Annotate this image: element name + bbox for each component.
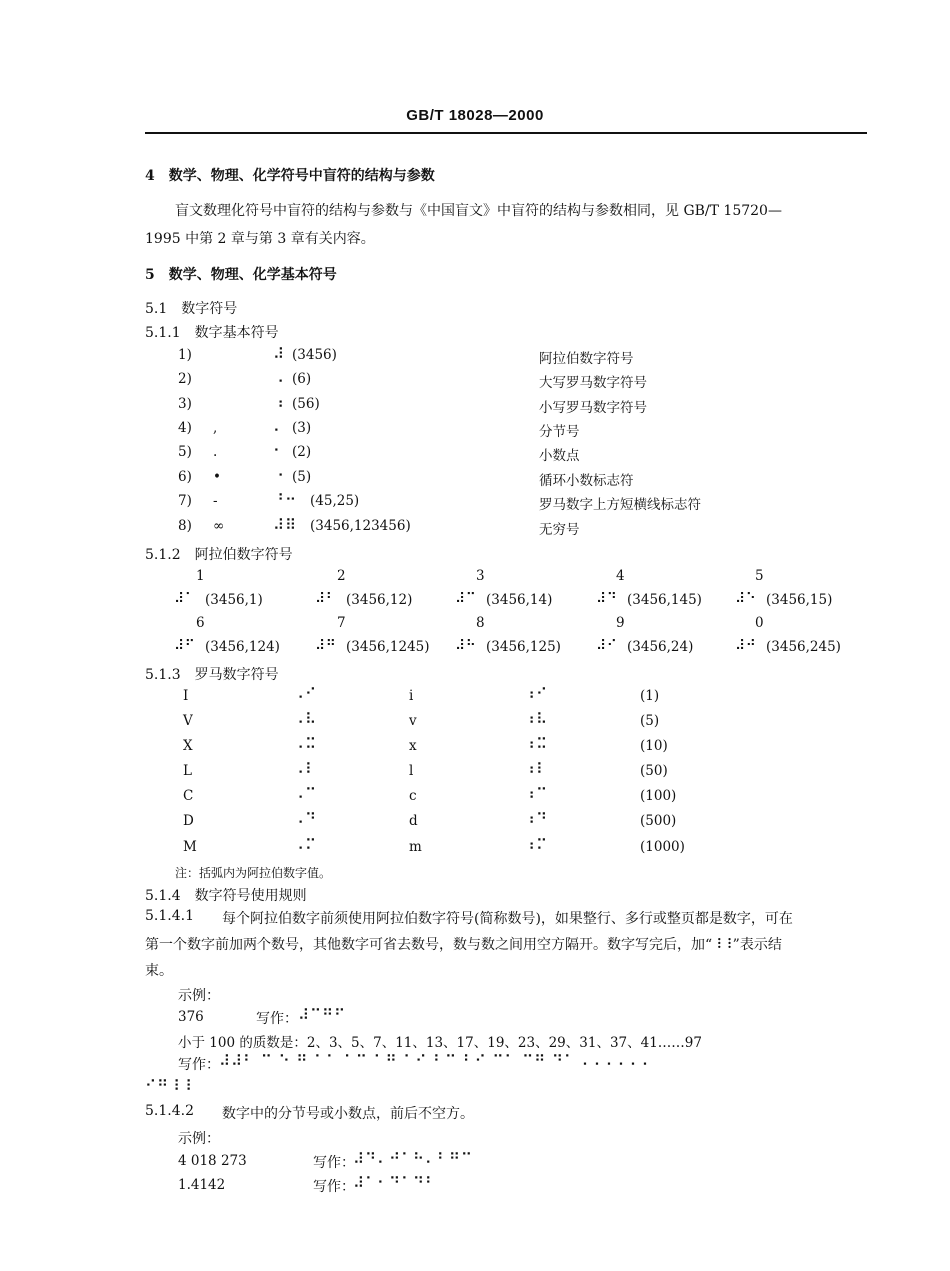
dots-notation: (3456,123456) [310, 518, 411, 534]
row-number: 5) [178, 444, 192, 460]
header-rule [145, 132, 867, 134]
symbol-description: 分节号 [539, 424, 580, 440]
row-number: 8) [178, 518, 192, 534]
braille-cell: ⠰⠙ [524, 810, 548, 828]
example-braille: ⠼⠙⠄⠚⠁⠓⠄⠃⠛⠉ [353, 1150, 473, 1168]
dots-notation: (3456,124) [205, 639, 280, 655]
example-braille: ⠼⠉⠛⠋ [298, 1006, 346, 1024]
braille-cell: ⠠⠭ [293, 735, 317, 753]
digit-label: 3 [476, 568, 485, 584]
braille-cell: ⠼⠓ [455, 638, 477, 654]
dots-notation: (45,25) [310, 493, 360, 509]
example-value: 1.4142 [178, 1177, 226, 1193]
roman-upper: M [183, 839, 197, 855]
symbol-description: 循环小数标志符 [539, 473, 634, 489]
braille-cell: ⠠⠙ [293, 810, 317, 828]
section-5-1-title: 5.1 数字符号 [145, 301, 238, 317]
write-label: 写作： [178, 1057, 220, 1073]
braille-cell: ⠰⠊ [524, 685, 548, 703]
example-value: 4 018 273 [178, 1153, 247, 1169]
dots-notation: (3456,1) [205, 592, 263, 608]
braille-cell: ⠠⠉ [293, 785, 317, 803]
symbol-description: 罗马数字上方短横线标志符 [539, 497, 701, 513]
braille-cell: ⠐ [273, 467, 285, 485]
braille-cell: ⠘⠒ [273, 491, 297, 509]
braille-cell: ⠠⠊ [293, 685, 317, 703]
example-braille-line2: ⠊⠛⠸⠸ [145, 1077, 193, 1095]
braille-cell: ⠼⠉ [455, 591, 477, 607]
roman-note: 注：括弧内为阿拉伯数字值。 [175, 866, 332, 880]
digit-label: 5 [755, 568, 764, 584]
braille-cell: ⠼⠊ [596, 638, 618, 654]
section-5-1-4-2-label: 5.1.4.2 [145, 1103, 194, 1119]
example-braille: ⠼⠁⠂⠙⠁⠙⠃ [353, 1174, 437, 1192]
section-4-para-line2: 1995 中第 2 章与第 3 章有关内容。 [145, 231, 375, 247]
braille-cell: ⠼⠁ [174, 591, 196, 607]
dots-notation: (3456,14) [486, 592, 553, 608]
dots-notation: (5) [292, 469, 312, 485]
roman-upper: D [183, 813, 194, 829]
braille-cell: ⠰⠉ [524, 785, 548, 803]
braille-cell: ⠼⠃ [315, 591, 337, 607]
write-label: 写作： [256, 1011, 298, 1027]
braille-cell: ⠰⠍ [524, 836, 548, 854]
row-number: 7) [178, 493, 192, 509]
arabic-value: (10) [640, 738, 668, 754]
section-5-1-4-1-line3: 束。 [145, 963, 173, 979]
roman-upper: I [183, 688, 189, 704]
roman-lower: d [409, 813, 418, 829]
arabic-value: (50) [640, 763, 668, 779]
dots-notation: (3456,15) [766, 592, 833, 608]
dots-notation: (3456,245) [766, 639, 841, 655]
section-5-1-4-2-text: 数字中的分节号或小数点，前后不空方。 [222, 1106, 474, 1122]
row-number: 4) [178, 420, 192, 436]
row-symbol: . [213, 444, 218, 460]
section-5-1-4-title: 5.1.4 数字符号使用规则 [145, 888, 307, 904]
roman-upper: X [183, 738, 193, 754]
roman-lower: x [409, 738, 417, 754]
braille-cell: ⠼⠿ [273, 516, 297, 534]
braille-cell: ⠠⠍ [293, 836, 317, 854]
dots-notation: (3456,24) [627, 639, 694, 655]
section-5-title: 5 数学、物理、化学基本符号 [145, 267, 337, 283]
braille-cell: ⠼ [273, 345, 285, 363]
dots-notation: (3456,125) [486, 639, 561, 655]
row-number: 2) [178, 371, 192, 387]
digit-label: 9 [616, 615, 625, 631]
example-value: 376 [178, 1009, 204, 1025]
braille-cell: ⠰⠧ [524, 710, 548, 728]
symbol-description: 大写罗马数字符号 [539, 375, 647, 391]
braille-cell: ⠼⠙ [596, 591, 618, 607]
digit-label: 0 [755, 615, 764, 631]
braille-cell: ⠼⠑ [735, 591, 757, 607]
arabic-value: (1000) [640, 839, 685, 855]
row-symbol: , [213, 420, 218, 436]
section-5-1-4-1-line2: 第一个数字前加两个数号，其他数字可省去数号，数与数之间用空方隔开。数字写完后，加“⠸⠸”表示结 [145, 937, 782, 953]
digit-label: 2 [337, 568, 346, 584]
arabic-value: (5) [640, 713, 660, 729]
symbol-description: 阿拉伯数字符号 [539, 351, 634, 367]
prime-example-text: 小于 100 的质数是：2、3、5、7、11、13、17、19、23、29、31、37、41……97 [178, 1035, 702, 1051]
braille-cell: ⠰ [273, 394, 285, 412]
roman-lower: m [409, 839, 422, 855]
dots-notation: (3) [292, 420, 312, 436]
page-header: GB/T 18028—2000 [406, 107, 544, 124]
row-symbol: • [213, 469, 221, 485]
row-number: 1) [178, 347, 192, 363]
write-label: 写作： [313, 1179, 355, 1195]
braille-cell: ⠠⠇ [293, 760, 317, 778]
braille-cell: ⠠⠧ [293, 710, 317, 728]
section-5-1-2-title: 5.1.2 阿拉伯数字符号 [145, 547, 293, 563]
digit-label: 8 [476, 615, 485, 631]
roman-lower: c [409, 788, 417, 804]
digit-label: 6 [196, 615, 205, 631]
row-symbol: ∞ [213, 518, 225, 534]
row-number: 6) [178, 469, 192, 485]
dots-notation: (2) [292, 444, 312, 460]
braille-cell: ⠼⠛ [315, 638, 337, 654]
roman-upper: C [183, 788, 194, 804]
section-4-para-line1: 盲文数理化符号中盲符的结构与参数与《中国盲文》中盲符的结构与参数相同，见 GB/T 15720— [175, 203, 782, 219]
braille-cell: ⠰⠭ [524, 735, 548, 753]
section-5-1-4-1-line1: 每个阿拉伯数字前须使用阿拉伯数字符号(简称数号)，如果整行、多行或整页都是数字，可在 [222, 911, 793, 927]
braille-cell: ⠄ [273, 418, 285, 436]
braille-cell: ⠰⠇ [524, 760, 548, 778]
example-braille-line1: ⠼⠼⠃ ⠉ ⠑ ⠛ ⠁⠁ ⠁⠉ ⠁⠛ ⠁⠊ ⠃⠉ ⠃⠊ ⠉⠁ ⠉⠛ ⠙⠁ ⠄⠄⠄⠄⠄⠄ [219, 1052, 654, 1070]
roman-upper: L [183, 763, 192, 779]
example-label: 示例： [178, 988, 220, 1004]
row-number: 3) [178, 396, 192, 412]
dots-notation: (56) [292, 396, 320, 412]
section-5-1-4-1-label: 5.1.4.1 [145, 908, 194, 924]
arabic-value: (1) [640, 688, 660, 704]
digit-label: 4 [616, 568, 625, 584]
symbol-description: 小写罗马数字符号 [539, 400, 647, 416]
roman-lower: i [409, 688, 414, 704]
section-4-title: 4 数学、物理、化学符号中盲符的结构与参数 [145, 168, 435, 184]
section-5-1-3-title: 5.1.3 罗马数字符号 [145, 667, 279, 683]
example-label: 示例： [178, 1131, 220, 1147]
roman-lower: v [409, 713, 417, 729]
symbol-description: 无穷号 [539, 522, 580, 538]
digit-label: 1 [196, 568, 205, 584]
section-5-1-1-title: 5.1.1 数字基本符号 [145, 325, 279, 341]
row-symbol: - [213, 493, 218, 509]
roman-lower: l [409, 763, 414, 779]
arabic-value: (100) [640, 788, 677, 804]
dots-notation: (3456,145) [627, 592, 702, 608]
braille-cell: ⠼⠋ [174, 638, 196, 654]
write-label: 写作： [313, 1155, 355, 1171]
arabic-value: (500) [640, 813, 677, 829]
dots-notation: (6) [292, 371, 312, 387]
braille-cell: ⠂ [273, 442, 285, 460]
braille-cell: ⠼⠚ [735, 638, 757, 654]
dots-notation: (3456) [292, 347, 337, 363]
digit-label: 7 [337, 615, 346, 631]
roman-upper: V [183, 713, 193, 729]
dots-notation: (3456,12) [346, 592, 413, 608]
dots-notation: (3456,1245) [346, 639, 430, 655]
symbol-description: 小数点 [539, 448, 580, 464]
braille-cell: ⠠ [273, 369, 285, 387]
